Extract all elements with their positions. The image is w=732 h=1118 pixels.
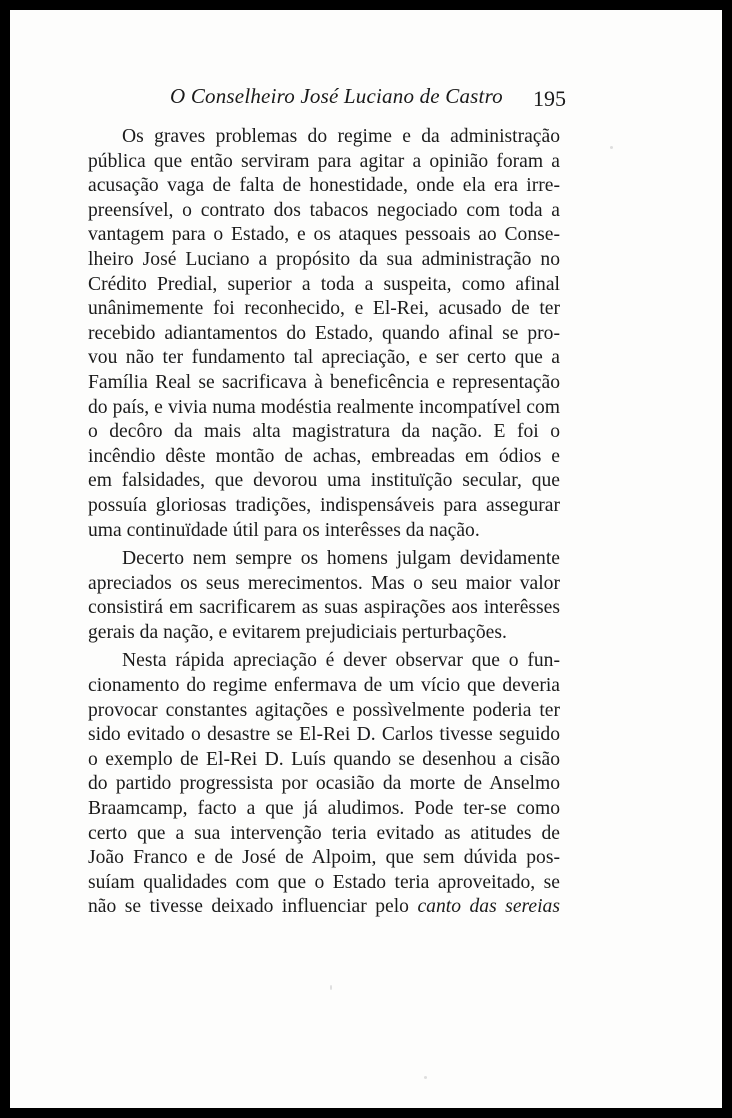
text-line: João Franco e de José de Alpoim, que sem dúvida pos-	[88, 847, 560, 869]
page-header	[10, 84, 722, 118]
text-line: certo que a sua intervenção teria evitado as atitudes de	[88, 822, 560, 844]
text-line: Família Real se sacrificava à beneficência e representação	[88, 371, 560, 393]
body-text	[88, 125, 560, 920]
text-line: acusação vaga de falta de honestidade, onde ela era irre-	[88, 175, 560, 197]
text-line: em falsidades, que devorou uma instituïção secular, que	[88, 470, 560, 492]
text-line: sido evitado o desastre se El-Rei D. Carlos tivesse seguido	[88, 724, 560, 746]
text-line: Decerto nem sempre os homens julgam devidamente	[122, 548, 560, 570]
text-line: pública que então serviram para agitar a opinião foram a	[88, 150, 560, 172]
paragraph-3	[88, 649, 560, 920]
text-line: incêndio dêste montão de achas, embreadas em ódios e	[88, 445, 560, 467]
italic-phrase: canto das sereias	[417, 896, 560, 918]
text-line: provocar constantes agitações e possìvelmente poderia ter	[88, 699, 560, 721]
text-line: preensível, o contrato dos tabacos negociado com toda a	[88, 199, 560, 221]
text-line: cionamento do regime enfermava de um vício que deveria	[88, 675, 560, 697]
text-line: vantagem para o Estado, e os ataques pessoais ao Conse-	[88, 224, 560, 246]
text-line: consistirá em sacrificarem as suas aspirações aos interêsses	[88, 597, 560, 619]
text-line: do país, e vivia numa modéstia realmente incompatível com	[88, 396, 560, 418]
text-line: do partido progressista por ocasião da morte de Anselmo	[88, 773, 560, 795]
paper-speck	[610, 146, 613, 149]
text-line: Braamcamp, facto a que já aludimos. Pode ter-se como	[88, 798, 560, 820]
text-line: possuía gloriosas tradições, indispensáveis para assegurar	[88, 494, 560, 516]
final-line-text: não se tivesse deixado influenciar pelo	[88, 896, 409, 918]
text-line: lheiro José Luciano a propósito da sua administração no	[88, 248, 560, 270]
text-line: suíam qualidades com que o Estado teria aproveitado, se	[88, 871, 560, 893]
text-line: Os graves problemas do regime e da administração	[122, 126, 560, 147]
text-line: apreciados os seus merecimentos. Mas o seu maior valor	[88, 572, 560, 594]
book-page	[10, 10, 722, 1108]
running-title: O Conselheiro José Luciano de Castro	[170, 84, 503, 108]
text-line: Crédito Predial, superior a toda a suspeita, como afinal	[88, 273, 560, 295]
text-line: vou não ter fundamento tal apreciação, e ser certo que a	[88, 347, 560, 369]
text-line: Nesta rápida apreciação é dever observar que o fun-	[122, 650, 560, 672]
text-line: unânimemente foi reconhecido, e El-Rei, acusado de ter	[88, 298, 560, 320]
text-line-final	[88, 895, 560, 920]
text-line: o decôro da mais alta magistratura da nação. E foi o	[88, 421, 560, 443]
text-line: gerais da nação, e evitarem prejudiciais perturbações.	[88, 621, 507, 643]
text-line: uma continuïdade útil para os interêsses da nação.	[88, 519, 480, 541]
text-line: o exemplo de El-Rei D. Luís quando se desenhou a cisão	[88, 748, 560, 770]
paper-speck	[330, 985, 332, 990]
text-line: recebido adiantamentos do Estado, quando afinal se pro-	[88, 322, 560, 344]
page-number: 195	[533, 86, 566, 111]
paragraph-1	[88, 125, 560, 543]
paragraph-2	[88, 547, 560, 645]
paper-speck	[424, 1076, 427, 1079]
